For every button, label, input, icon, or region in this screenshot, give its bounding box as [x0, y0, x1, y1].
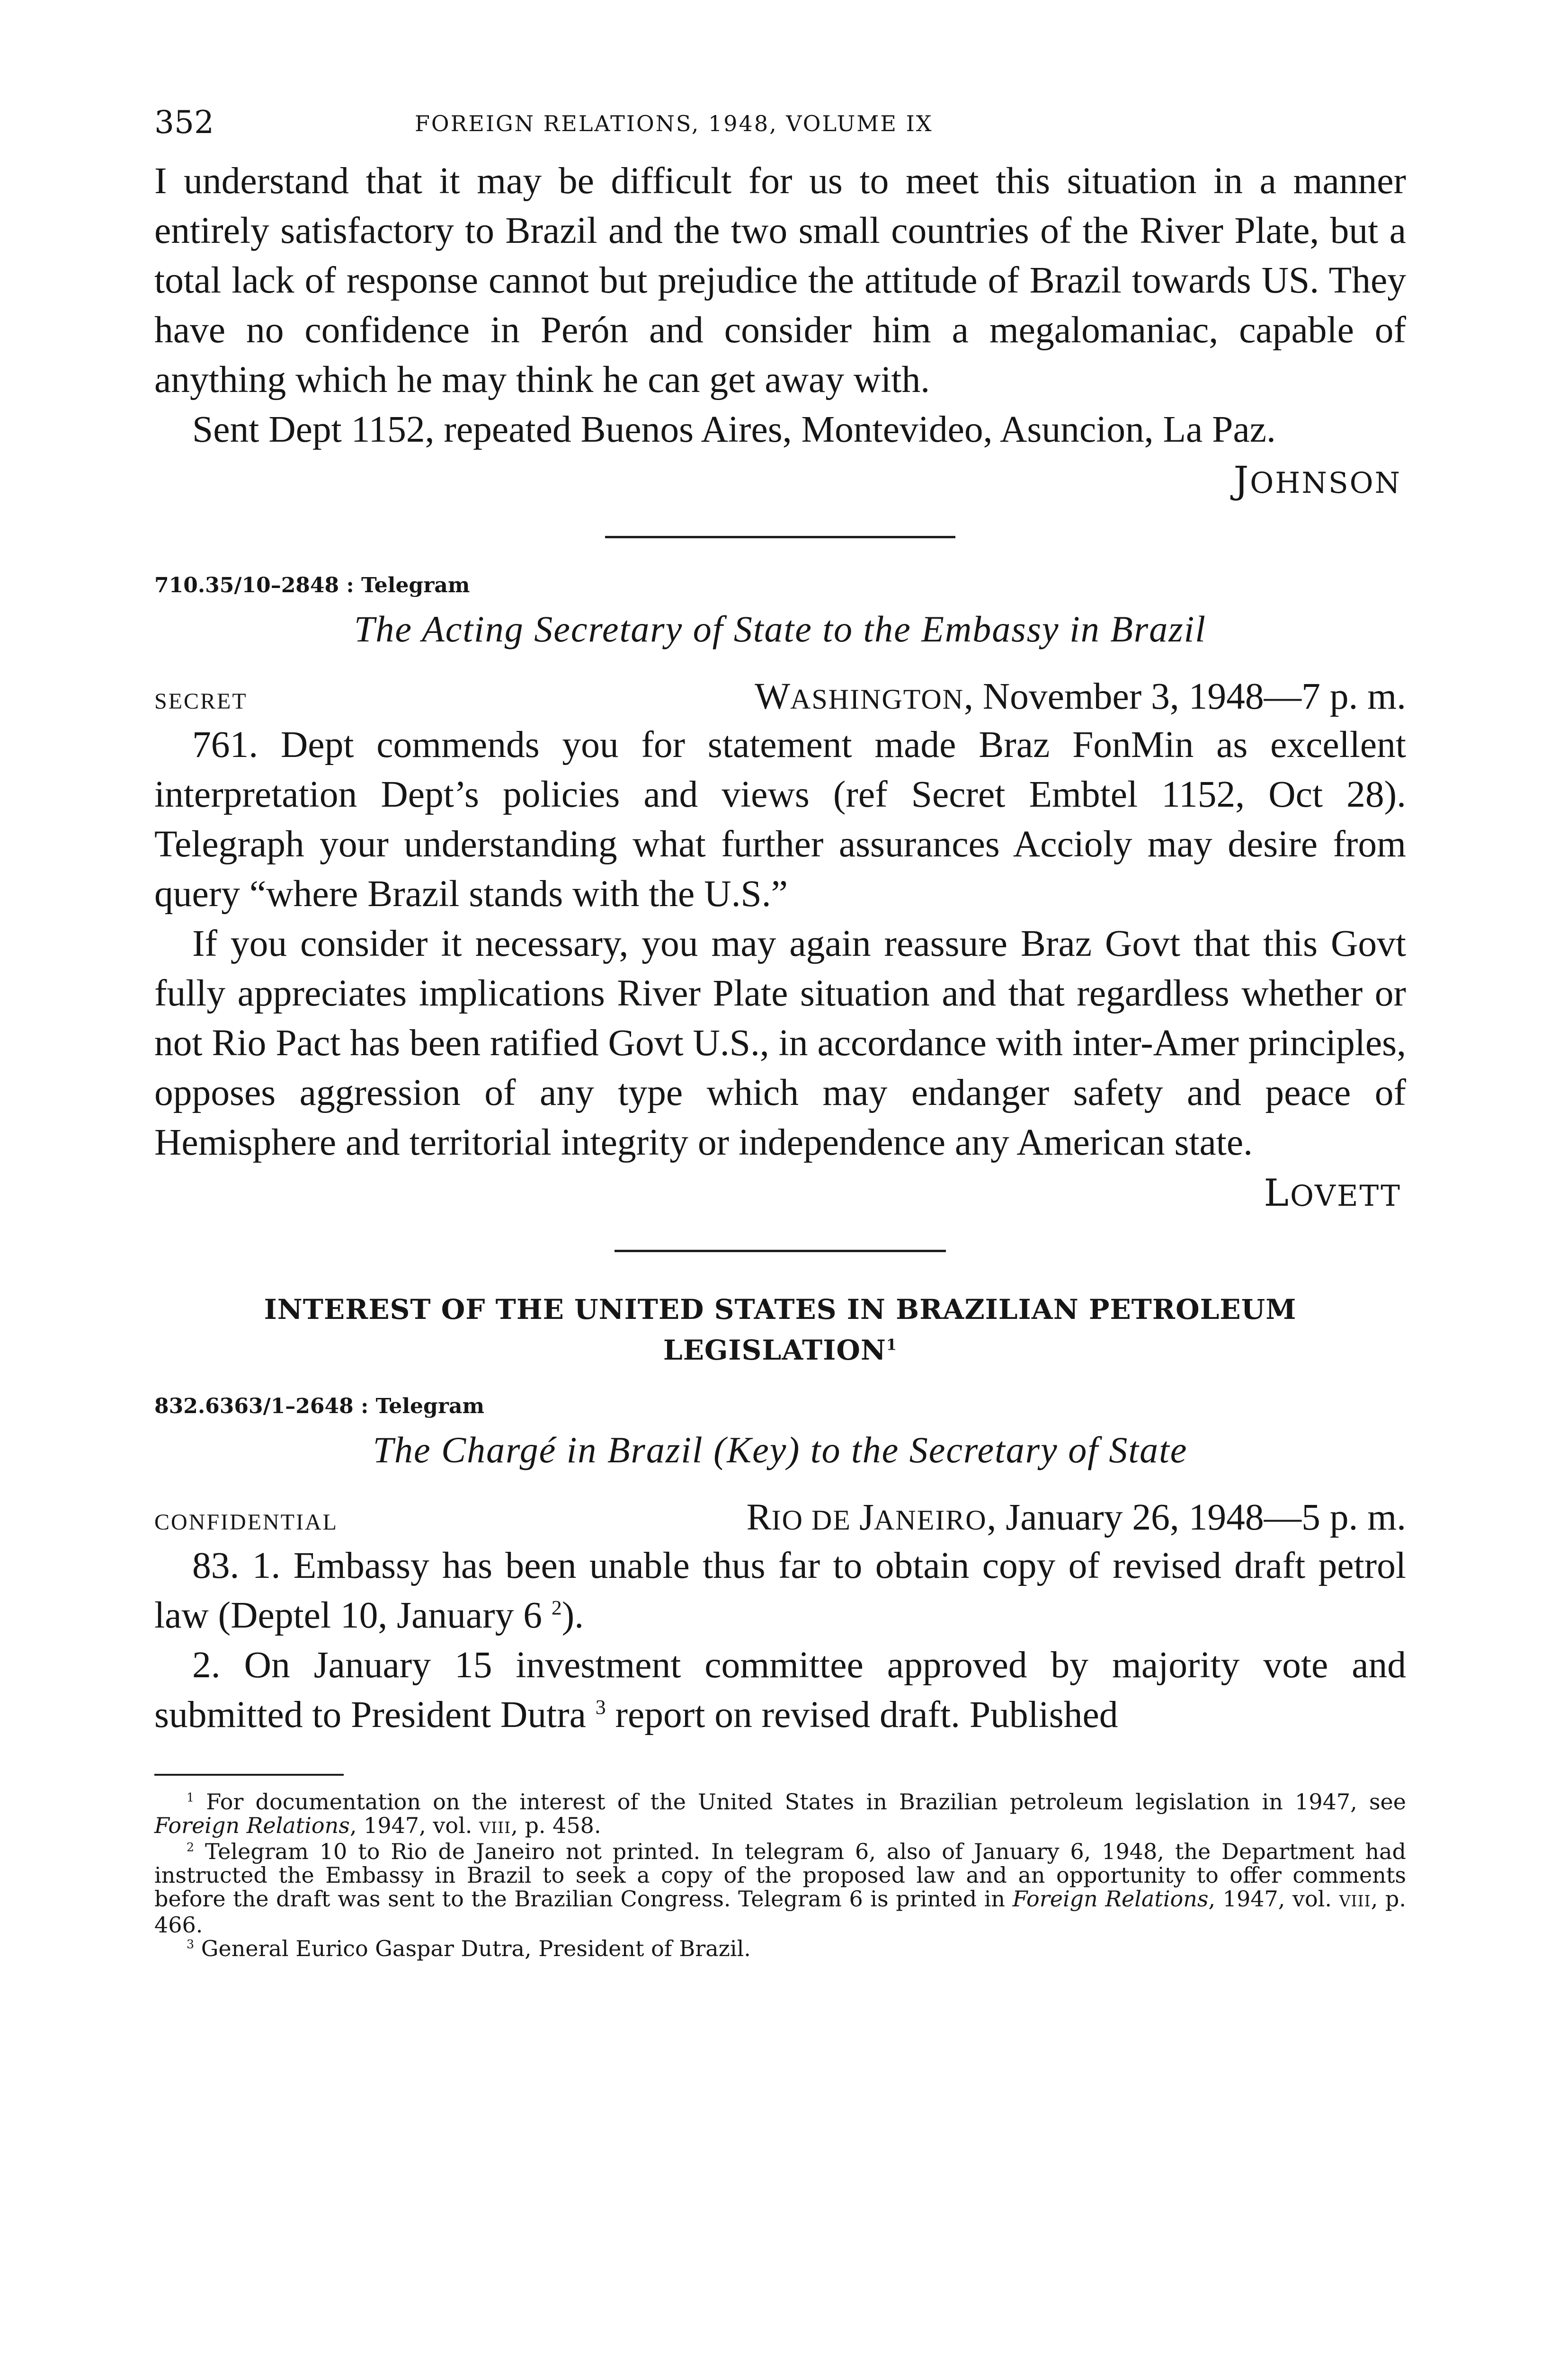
dateline: RIO DE JANEIRO, January 26, 1948—5 p. m. [746, 1496, 1406, 1538]
section-divider [605, 536, 955, 538]
classification-dateline [154, 1496, 1406, 1539]
document-title: The Acting Secretary of State to the Embassy in Brazil [354, 608, 1206, 650]
classification-label: SECRET [154, 689, 248, 714]
signature-lovett: LOVETT [1264, 1171, 1401, 1215]
section-heading: INTEREST OF THE UNITED STATES IN BRAZILIAN PETROLEUM LEGISLATION$^1$ [264, 1293, 1297, 1366]
document-page [154, 104, 1406, 1960]
telegram-paragraph: 2. On January 15 investment committee approved by majority vote and submitted to President Dutra $^3$ report on revised draft. Published [154, 1644, 1406, 1735]
classification-dateline [154, 675, 1406, 718]
sent-line: Sent Dept 1152, repeated Buenos Aires, Montevideo, Asuncion, La Paz. [192, 409, 1276, 450]
footnote-1: $^1$ For documentation on the interest of the United States in Brazilian petroleum legislation in 1947, see Foreign Relations, 1947, vol. VIII, p. 458. [154, 1789, 1406, 1838]
footnote-marker: 1 [886, 1335, 898, 1354]
telegram-paragraph: If you consider it necessary, you may again reassure Braz Govt that this Govt fully appreciates implications River Plate situation and that regardless whether or not Rio Pact has been ratified Govt U.S., in accordance with inter-Amer principles, opposes aggression of any type which may endanger safety and peace of Hemisphere and territorial integrity or independence any American state. [154, 923, 1406, 1163]
document-title: The Chargé in Brazil (Key) to the Secretary of State [373, 1429, 1188, 1470]
footnote-divider [154, 1774, 344, 1776]
footnotes [154, 1790, 1406, 1960]
signature-johnson: JOHNSON [1233, 458, 1401, 502]
page-header [154, 104, 1406, 156]
footnote-marker: 2 [551, 1596, 562, 1620]
footnote-3: $^3$ General Eurico Gaspar Dutra, President of Brazil. [187, 1936, 751, 1961]
running-head: FOREIGN RELATIONS, 1948, VOLUME IX [415, 111, 933, 136]
footnote-marker: 3 [595, 1696, 606, 1719]
continuation-paragraph: I understand that it may be difficult for us to meet this situation in a manner entirely satisfactory to Brazil and the two small countries of the River Plate, but a total lack of response cannot but prejudice the attitude of Brazil towards US. They have no confidence in Perón and consider him a megalomaniac, capable of anything which he may think he can get away with. [154, 160, 1406, 400]
classification-label: CONFIDENTIAL [154, 1510, 338, 1535]
dateline: WASHINGTON, November 3, 1948—7 p. m. [755, 676, 1406, 717]
telegram-paragraph: 83. 1. Embassy has been unable thus far to obtain copy of revised draft petrol law (Deptel 10, January 6 $^2$). [154, 1545, 1406, 1636]
footnote-2: $^2$ Telegram 10 to Rio de Janeiro not printed. In telegram 6, also of January 6, 1948, the Department had instructed the Embassy in Brazil to seek a copy of the proposed law and an opportunity to offer comments before the draft was sent to the Brazilian Congress. Telegram 6 is printed in Foreign Relations, 1947, vol. VIII, p. 466. [154, 1839, 1406, 1938]
file-reference: 710.35/10–2848 : Telegram [154, 573, 470, 597]
telegram-paragraph: 761. Dept commends you for statement made Braz FonMin as excellent interpretation Dept’s policies and views (ref Secret Embtel 1152, Oct 28). Telegraph your understanding what further assurances Accioly may desire from query “where Brazil stands with the U.S.” [154, 724, 1406, 915]
section-divider [615, 1250, 946, 1252]
file-reference: 832.6363/1–2648 : Telegram [154, 1394, 485, 1418]
page-number: 352 [154, 104, 214, 141]
